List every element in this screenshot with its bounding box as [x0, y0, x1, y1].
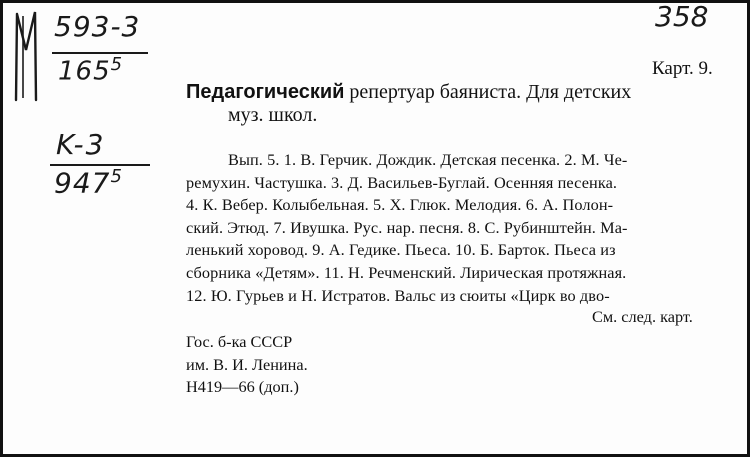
- see-next-card: См. след. карт.: [592, 307, 693, 326]
- card-number: Карт. 9.: [652, 58, 713, 79]
- library-line-2: им. В. И. Ленина.: [186, 354, 308, 374]
- call-number-2-den-value: 947: [54, 166, 111, 200]
- title-bold-word: Педагогический: [186, 81, 345, 103]
- card-border-left: [0, 0, 3, 457]
- call-number-2-den-sup: 5: [110, 166, 123, 187]
- contents-line: ленький хоровод. 9. А. Гедике. Пьеса. 10. Б. Барток. Пьеса из: [186, 240, 616, 260]
- call-number-2-numerator: K-3: [56, 128, 106, 161]
- contents-line: сборника «Детям». 11. Н. Речменский. Лирическая протяжная.: [186, 262, 627, 282]
- handwritten-call-number-1: [44, 10, 154, 87]
- contents-line: 12. Ю. Гурьев и Н. Истратов. Вальс из сюиты «Цирк во дво-: [186, 285, 610, 305]
- card-title: [186, 81, 722, 127]
- card-contents: [186, 149, 722, 307]
- contents-line: Вып. 5. 1. В. Герчик. Дождик. Детская песенка. 2. М. Че-: [228, 150, 628, 169]
- handwritten-call-number-2: [44, 128, 164, 200]
- title-line-2: муз. школ.: [228, 104, 318, 126]
- library-imprint: [186, 331, 308, 399]
- handwritten-page-number: 358: [655, 0, 709, 33]
- card-border-top: [0, 0, 750, 3]
- call-number-1-den-value: 165: [58, 56, 111, 87]
- call-number-1-den-sup: 5: [110, 54, 124, 75]
- call-number-1-numerator: 593-3: [54, 10, 141, 43]
- call-number-1-denominator: [58, 54, 123, 87]
- contents-line: ский. Этюд. 7. Ивушка. Рус. нар. песня. 8. С. Рубинштейн. Ма-: [186, 217, 628, 237]
- contents-line: 4. К. Вебер. Колыбельная. 5. Х. Глюк. Мелодия. 6. А. Полон-: [186, 195, 614, 215]
- library-line-1: Гос. б-ка СССР: [186, 332, 293, 351]
- title-rest: репертуар баяниста. Для детских: [344, 81, 632, 103]
- library-line-3: Н419—66 (доп.): [186, 377, 299, 396]
- contents-line: ремухин. Частушка. 3. Д. Васильев-Буглай. Осенняя песенка.: [186, 172, 618, 192]
- handwritten-m-stamp: [14, 10, 38, 102]
- call-number-2-denominator: [54, 166, 123, 199]
